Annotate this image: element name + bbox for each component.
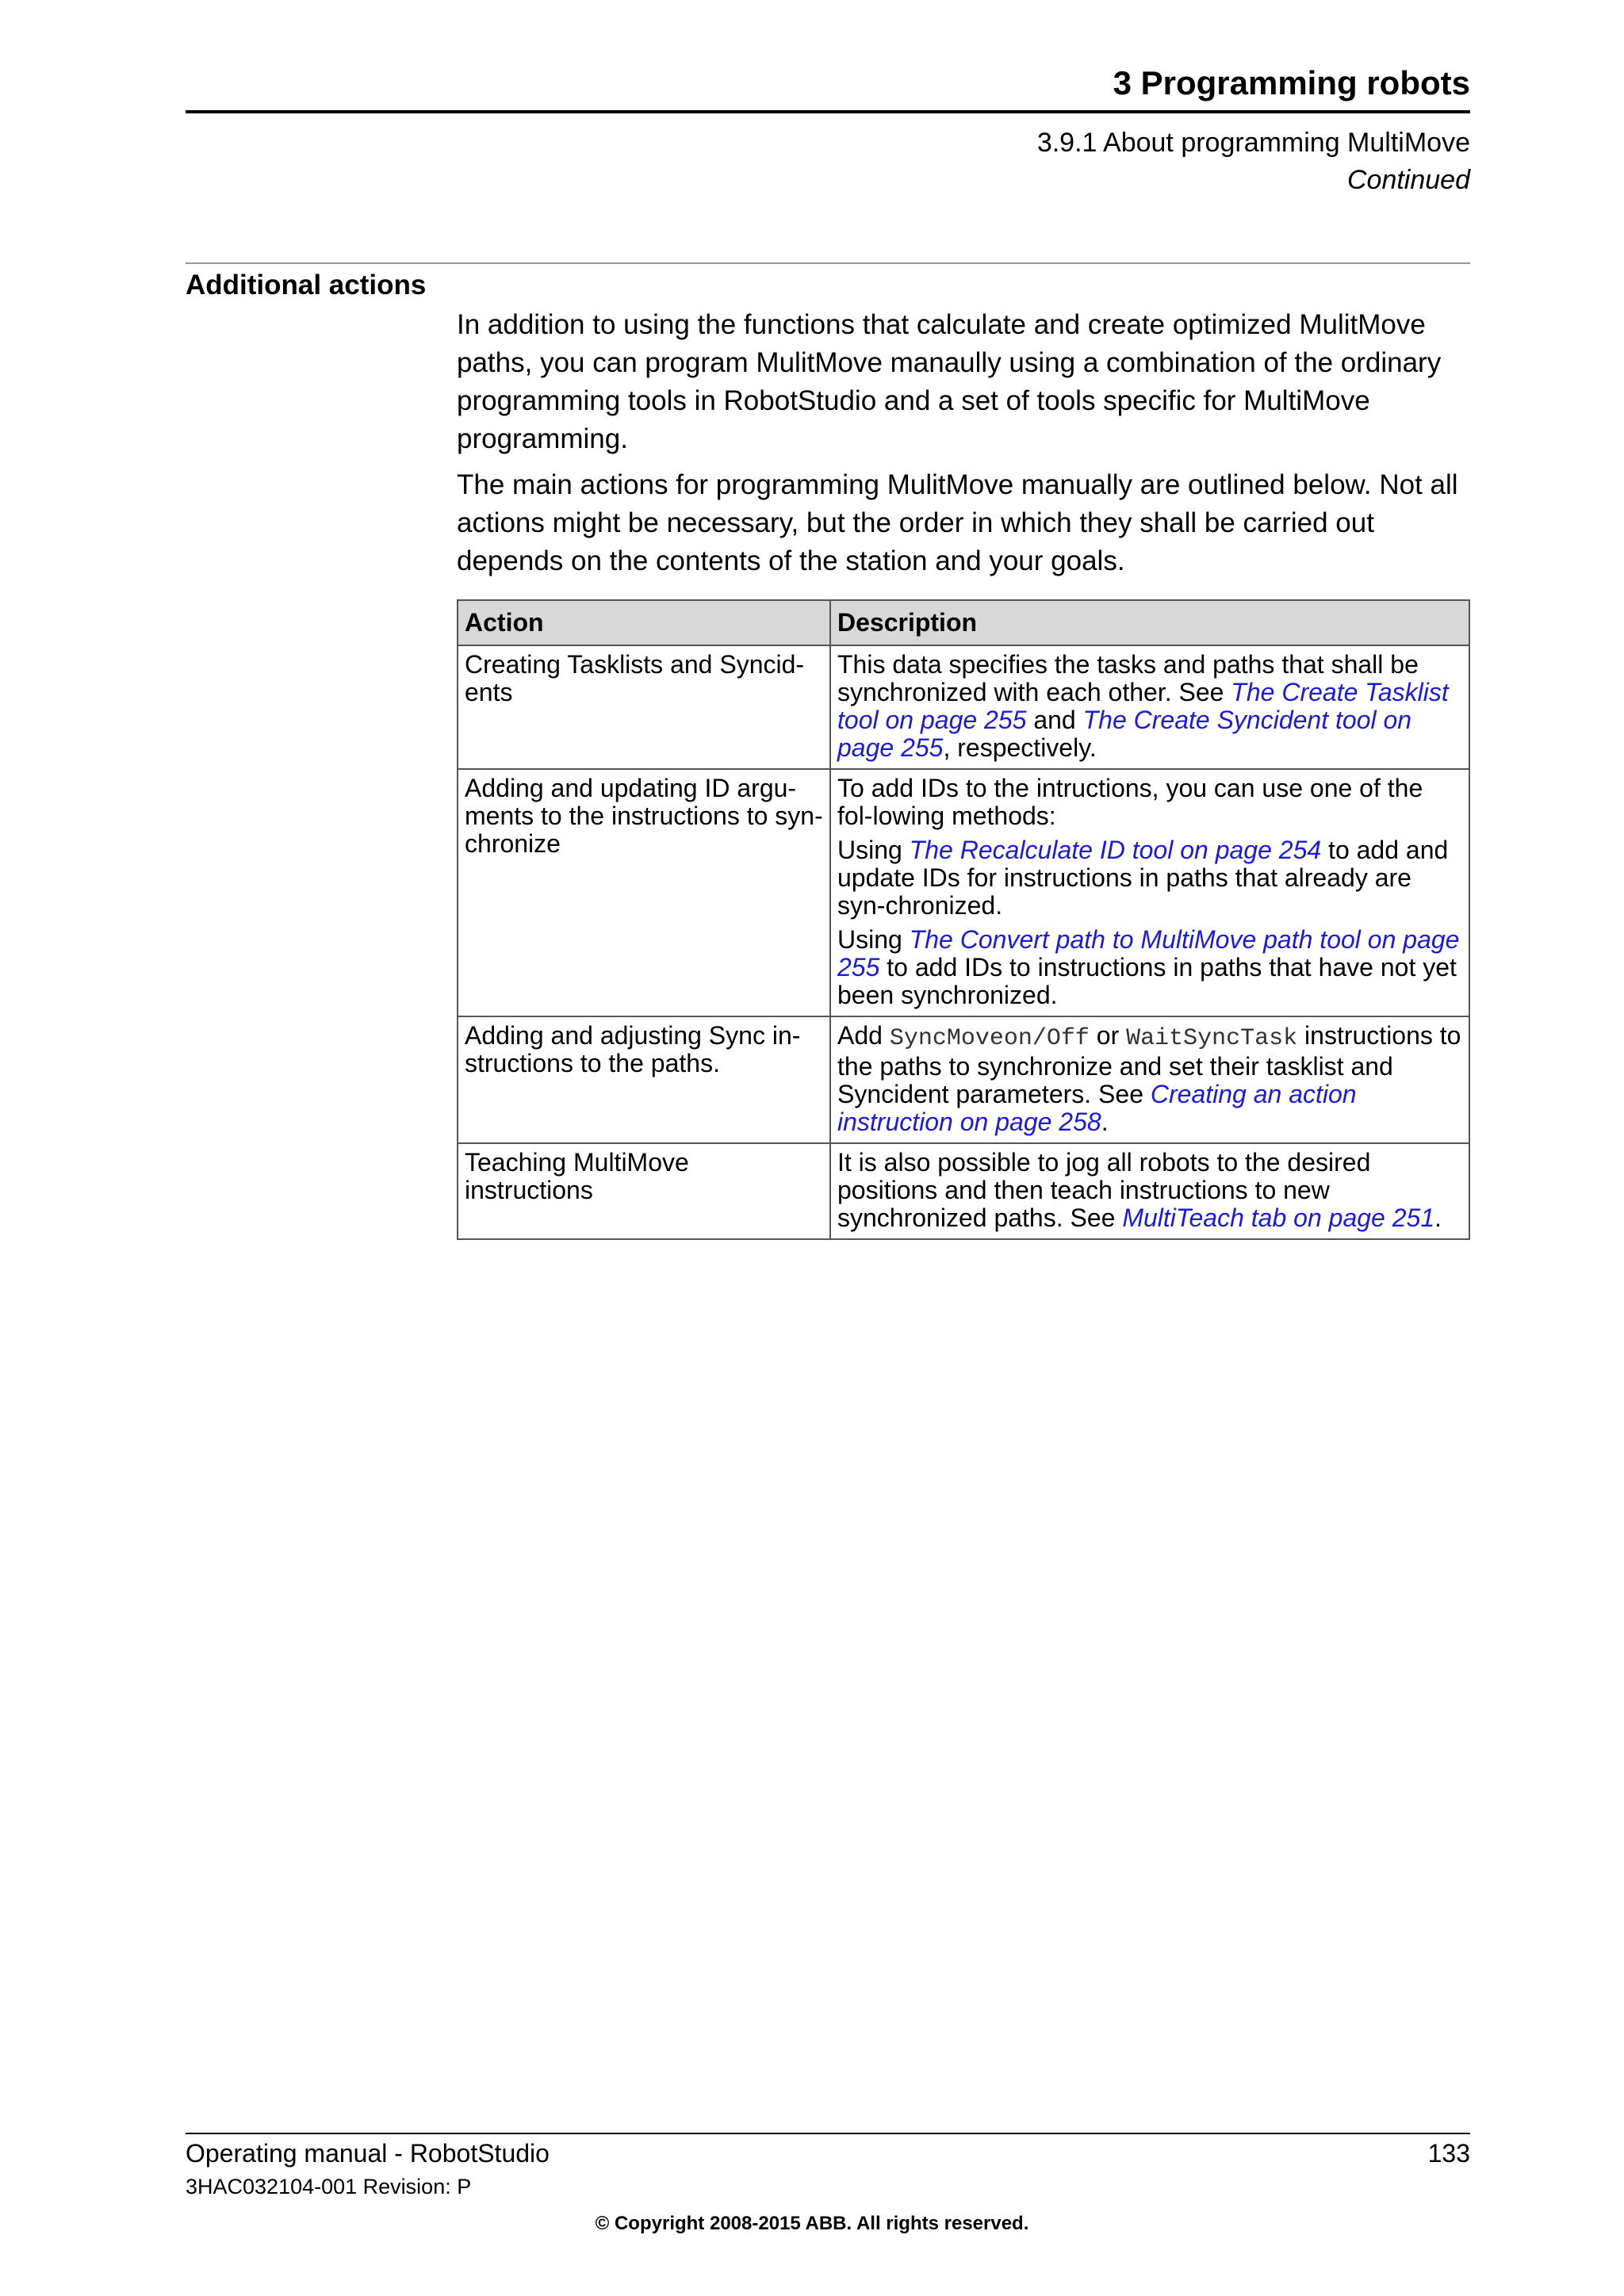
- action-cell: Adding and updating ID argu-ments to the instructions to syn-chronize: [458, 769, 830, 1016]
- description-paragraph: [837, 836, 1463, 920]
- description-cell: [830, 769, 1469, 1016]
- actions-table: [457, 599, 1470, 1240]
- action-cell: Teaching MultiMove instructions: [458, 1143, 830, 1239]
- description-cell: [830, 645, 1469, 769]
- description-text: Using: [837, 925, 910, 954]
- cross-reference-link[interactable]: The Convert path to MultiMove path tool on page 255: [837, 925, 1460, 982]
- table-row: [458, 1143, 1469, 1239]
- intro-paragraph: In addition to using the functions that calculate and create optimized MulitMove paths, you can program MulitMove manaully using a combination of the ordinary programming tools in RobotStudio and a set of tools specific for MultiMove programming.: [457, 309, 1442, 454]
- description-paragraph: [837, 651, 1463, 762]
- description-text: , respectively.: [943, 733, 1097, 762]
- cross-reference-link[interactable]: The Recalculate ID tool on page 254: [909, 836, 1322, 864]
- description-text: or: [1089, 1021, 1127, 1050]
- page-number: 133: [1427, 2139, 1470, 2168]
- cross-reference-link[interactable]: The Create Tasklist tool on page 255: [837, 678, 1449, 734]
- description-text: and: [1026, 706, 1083, 734]
- cross-reference-link[interactable]: Creating an action instruction on page 258: [837, 1080, 1357, 1136]
- body-content: [457, 306, 1470, 1240]
- description-text: To add IDs to the intructions, you can use one of the fol-lowing methods:: [837, 774, 1423, 830]
- description-text: Using: [837, 836, 910, 864]
- section-divider: [186, 262, 1470, 264]
- table-row: [458, 645, 1469, 769]
- cross-reference-link[interactable]: The Create Syncident tool on page 255: [837, 706, 1412, 762]
- actions-paragraph: The main actions for programming MulitMove manually are outlined below. Not all actions might be necessary, but the order in which they shall be carried out depends on the contents of the station and your goals.: [457, 469, 1458, 576]
- footer-manual-title: Operating manual - RobotStudio: [186, 2139, 550, 2168]
- description-cell: [830, 1143, 1469, 1239]
- table-row: [458, 1016, 1469, 1143]
- description-text: .: [1101, 1108, 1109, 1136]
- footer-doc-id: 3HAC032104-001 Revision: P: [186, 2175, 472, 2198]
- table-header-row: [458, 600, 1469, 645]
- description-paragraph: [837, 1149, 1463, 1232]
- code-term: WaitSyncTask: [1126, 1025, 1298, 1052]
- description-text: to add IDs to instructions in paths that have not yet been synchronized.: [837, 953, 1457, 1009]
- column-header-description: Description: [830, 600, 1469, 645]
- continued-label: Continued: [1346, 165, 1470, 195]
- cross-reference-link[interactable]: MultiTeach tab on page 251: [1122, 1203, 1435, 1232]
- action-cell: Creating Tasklists and Syncid-ents: [458, 645, 830, 769]
- description-paragraph: [837, 926, 1463, 1009]
- side-heading: Additional actions: [186, 270, 427, 300]
- section-title: 3.9.1 About programming MultiMove: [1036, 128, 1470, 158]
- footer-copyright: © Copyright 2008-2015 ABB. All rights reserved.: [595, 2213, 1029, 2234]
- code-term: SyncMoveon/Off: [889, 1025, 1090, 1052]
- footer-rule: [186, 2133, 1470, 2134]
- description-paragraph: [837, 1022, 1463, 1136]
- description-paragraph: [837, 775, 1463, 830]
- action-cell: Adding and adjusting Sync in-structions to the paths.: [458, 1016, 830, 1143]
- description-cell: [830, 1016, 1469, 1143]
- column-header-action: Action: [458, 600, 830, 645]
- description-text: to add and update IDs for instructions in paths that already are syn-chronized.: [837, 836, 1449, 920]
- header-rule: [186, 110, 1470, 113]
- description-text: This data specifies the tasks and paths that shall be synchronized with each other. See: [837, 650, 1419, 706]
- description-text: Add: [837, 1021, 890, 1050]
- chapter-title: 3 Programming robots: [1113, 64, 1470, 101]
- table-row: [458, 769, 1469, 1016]
- description-text: It is also possible to jog all robots to the desired positions and then teach instructions to new synchronized paths. See: [837, 1148, 1371, 1232]
- description-text: .: [1434, 1203, 1442, 1232]
- description-text: instructions to the paths to synchronize and set their tasklist and Syncident parameters. See: [837, 1021, 1461, 1108]
